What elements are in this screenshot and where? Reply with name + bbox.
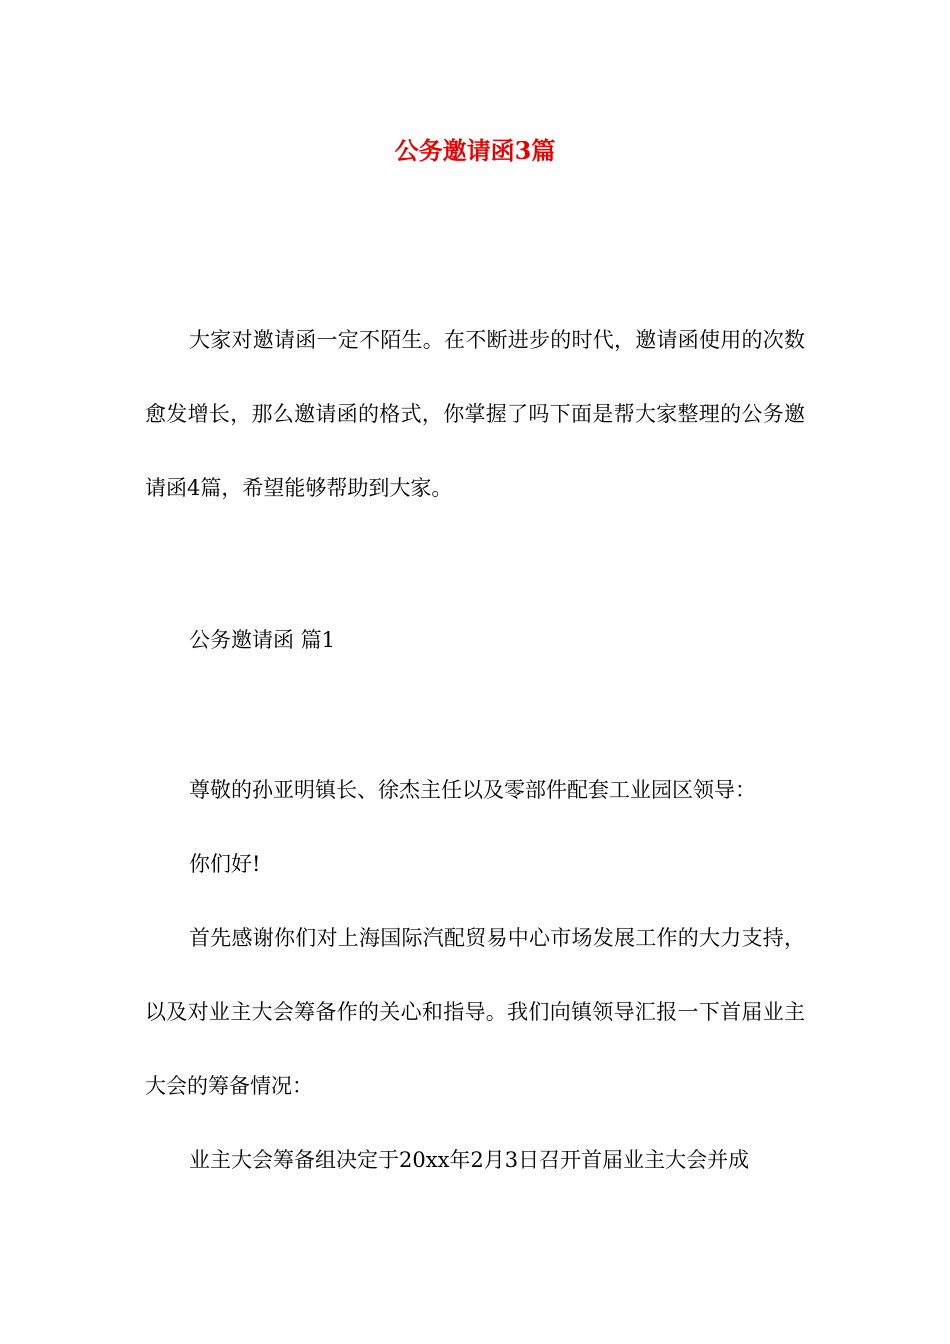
section-heading-1: 公务邀请函 篇1 <box>189 628 336 652</box>
body-paragraph-1: 首先感谢你们对上海国际汽配贸易中心市场发展工作的大力支持，以及对业主大会筹备作的关心和指导。我们向镇领导汇报一下首届业主大会的筹备情况： <box>145 926 805 1098</box>
document-title: 公务邀请函3篇 <box>394 136 556 165</box>
salutation-paragraph: 尊敬的孙亚明镇长、徐杰主任以及零部件配套工业园区领导： <box>189 778 756 802</box>
body-paragraph-2: 业主大会筹备组决定于20xx年2月3日召开首届业主大会并成 <box>189 1148 750 1172</box>
intro-paragraph: 大家对邀请函一定不陌生。在不断进步的时代，邀请函使用的次数愈发增长，那么邀请函的格式，你掌握了吗下面是帮大家整理的公务邀请函4篇，希望能够帮助到大家。 <box>145 328 805 500</box>
greeting-paragraph: 你们好! <box>189 852 261 876</box>
